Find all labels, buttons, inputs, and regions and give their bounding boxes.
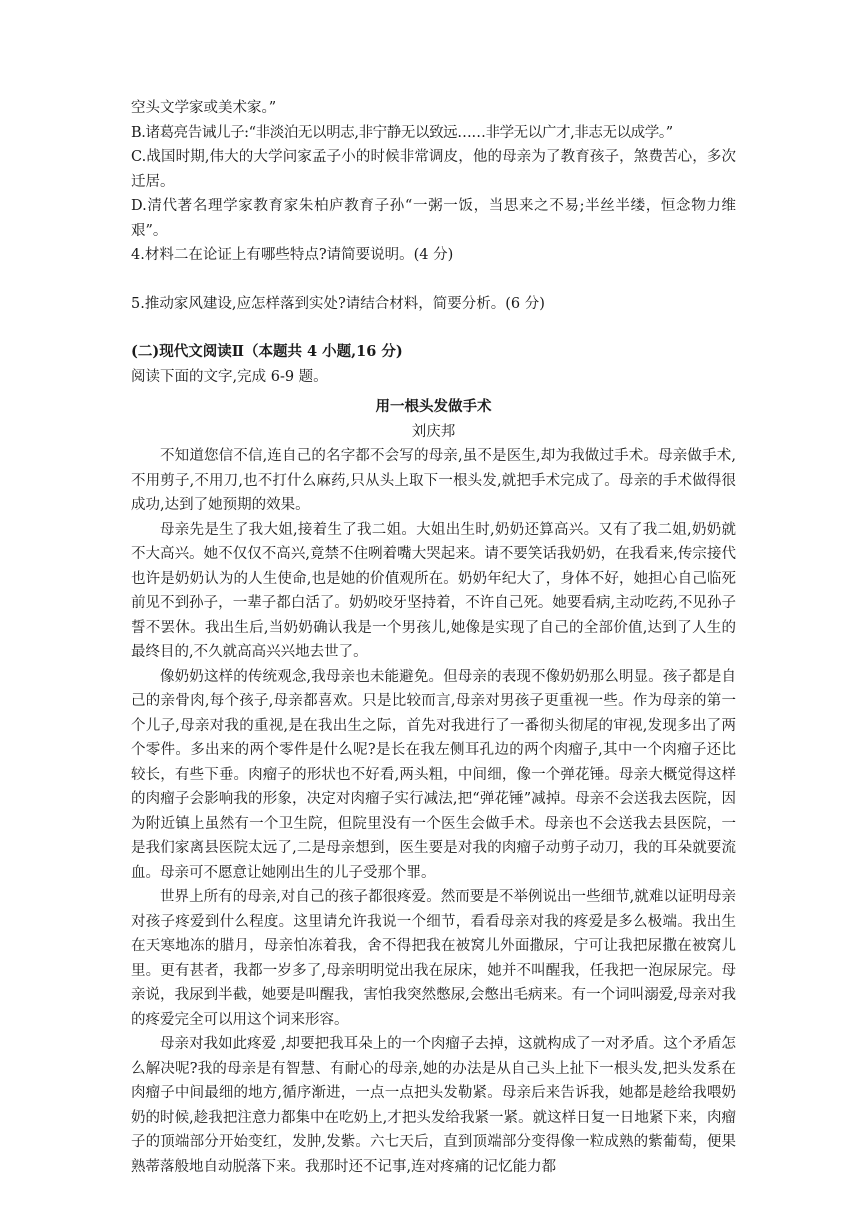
article-paragraph: 世界上所有的母亲,对自己的孩子都很疼爱。然而要是不举例说出一些细节,就难以证明母亲对孩子疼爱到什么程度。这里请允许我说一个细节，看看母亲对我的疼爱是多么极端。我出生在天寒地冻的腊月，母亲怕冻着我，舍不得把我在被窝儿外面撒尿，宁可让我把尿撒在被窝儿里。更有甚者，我都一岁多了,母亲明明觉出我在尿床，她并不叫醒我，任我把一泡尿尿完。母亲说，我尿到半截，她要是叫醒我，害怕我突然憋尿,会憋出毛病来。有一个词叫溺爱,母亲对我的疼爱完全可以用这个词来形容。 — [131, 889, 736, 1028]
question-4: 4.材料二在论证上有哪些特点?请简要说明。(4 分) — [131, 247, 454, 263]
option-c: C.战国时期,伟大的大学问家孟子小的时候非常调皮，他的母亲为了教育孩子，煞费苦心，多次迁居。 — [131, 149, 736, 190]
article-title: 用一根头发做手术 — [375, 398, 492, 415]
article-paragraph: 母亲对我如此疼爱 ,却要把我耳朵上的一个肉瘤子去掉，这就构成了一对矛盾。这个矛盾怎么解决呢?我的母亲是有智慧、有耐心的母亲,她的办法是从自己头上扯下一根头发,把头发系在肉瘤子中间最细的地方,循序渐进，一点一点把头发勒紧。母亲后来告诉我，她都是趁给我喂奶奶的时候,趁我把注意力都集中在吃奶上,才把头发给我紧一紧。就这样日复一日地紧下来，肉瘤子的顶端部分开始变红，发肿,发紫。六七天后，直到顶端部分变得像一粒成熟的紫葡萄，便果熟蒂落般地自动脱落下来。我那时还不记事,连对疼痛的记忆能力都 — [131, 1036, 736, 1175]
answer-space — [131, 316, 736, 330]
article-paragraph: 母亲先是生了我大姐,接着生了我二姐。大姐出生时,奶奶还算高兴。又有了我二姐,奶奶就不大高兴。她不仅仅不高兴,竟禁不住咧着嘴大哭起来。请不要笑话我奶奶，在我看来,传宗接代也许是奶奶认为的人生使命,也是她的价值观所在。奶奶年纪大了，身体不好，她担心自己临死前见不到孙子，一辈子都白活了。奶奶咬牙坚持着，不许自己死。她要看病,主动吃药,不见孙子誓不罢休。我出生后,当奶奶确认我是一个男孩儿,她像是实现了自己的全部价值,达到了人生的最终目的,不久就高高兴兴地去世了。 — [131, 521, 736, 660]
option-b: B.诸葛亮告诫儿子:“非淡泊无以明志,非宁静无以致远……非学无以广才,非志无以成学。” — [131, 124, 673, 141]
section-heading: (二)现代文阅读Ⅱ（本题共 4 小题,16 分) — [131, 343, 403, 360]
article-paragraph: 不知道您信不信,连自己的名字都不会写的母亲,虽不是医生,却为我做过手术。母亲做手术,不用剪子,不用刀,也不打什么麻药,只从头上取下一根头发,就把手术完成了。母亲的手术做得很成功,达到了她预期的效果。 — [131, 448, 736, 513]
option-d: D.清代著名理学家教育家朱柏庐教育子孙“一粥一饭，当思来之不易;半丝半缕，恒念物力维艰”。 — [131, 198, 736, 239]
article-author: 刘庆邦 — [411, 423, 456, 440]
option-a-tail: 空头文学家或美术家。” — [131, 100, 277, 116]
question-5: 5.推动家风建设,应怎样落到实处?请结合材料，简要分析。(6 分) — [131, 295, 545, 312]
section-instruction: 阅读下面的文字,完成 6-9 题。 — [131, 368, 328, 385]
answer-space — [131, 268, 736, 292]
article-paragraph: 像奶奶这样的传统观念,我母亲也未能避免。但母亲的表现不像奶奶那么明显。孩子都是自己的亲骨肉,每个孩子,母亲都喜欢。只是比较而言,母亲对男孩子更重视一些。作为母亲的第一个儿子,母亲对我的重视,是在我出生之际，首先对我进行了一番彻头彻尾的审视,发现多出了两个零件。多出来的两个零件是什么呢?是长在我左侧耳孔边的两个肉瘤子,其中一个肉瘤子还比较长，有些下垂。肉瘤子的形状也不好看,两头粗，中间细，像一个弹花锤。母亲大概觉得这样的肉瘤子会影响我的形象，决定对肉瘤子实行减法,把“弹花锤”减掉。母亲不会送我去医院，因为附近镇上虽然有一个卫生院，但院里没有一个医生会做手术。母亲也不会送我去县医院，一是我们家离县医院太远了,二是母亲想到，医生要是对我的肉瘤子动剪子动刀，我的耳朵就要流血。母亲可不愿意让她刚出生的儿子受那个罪。 — [131, 668, 736, 881]
